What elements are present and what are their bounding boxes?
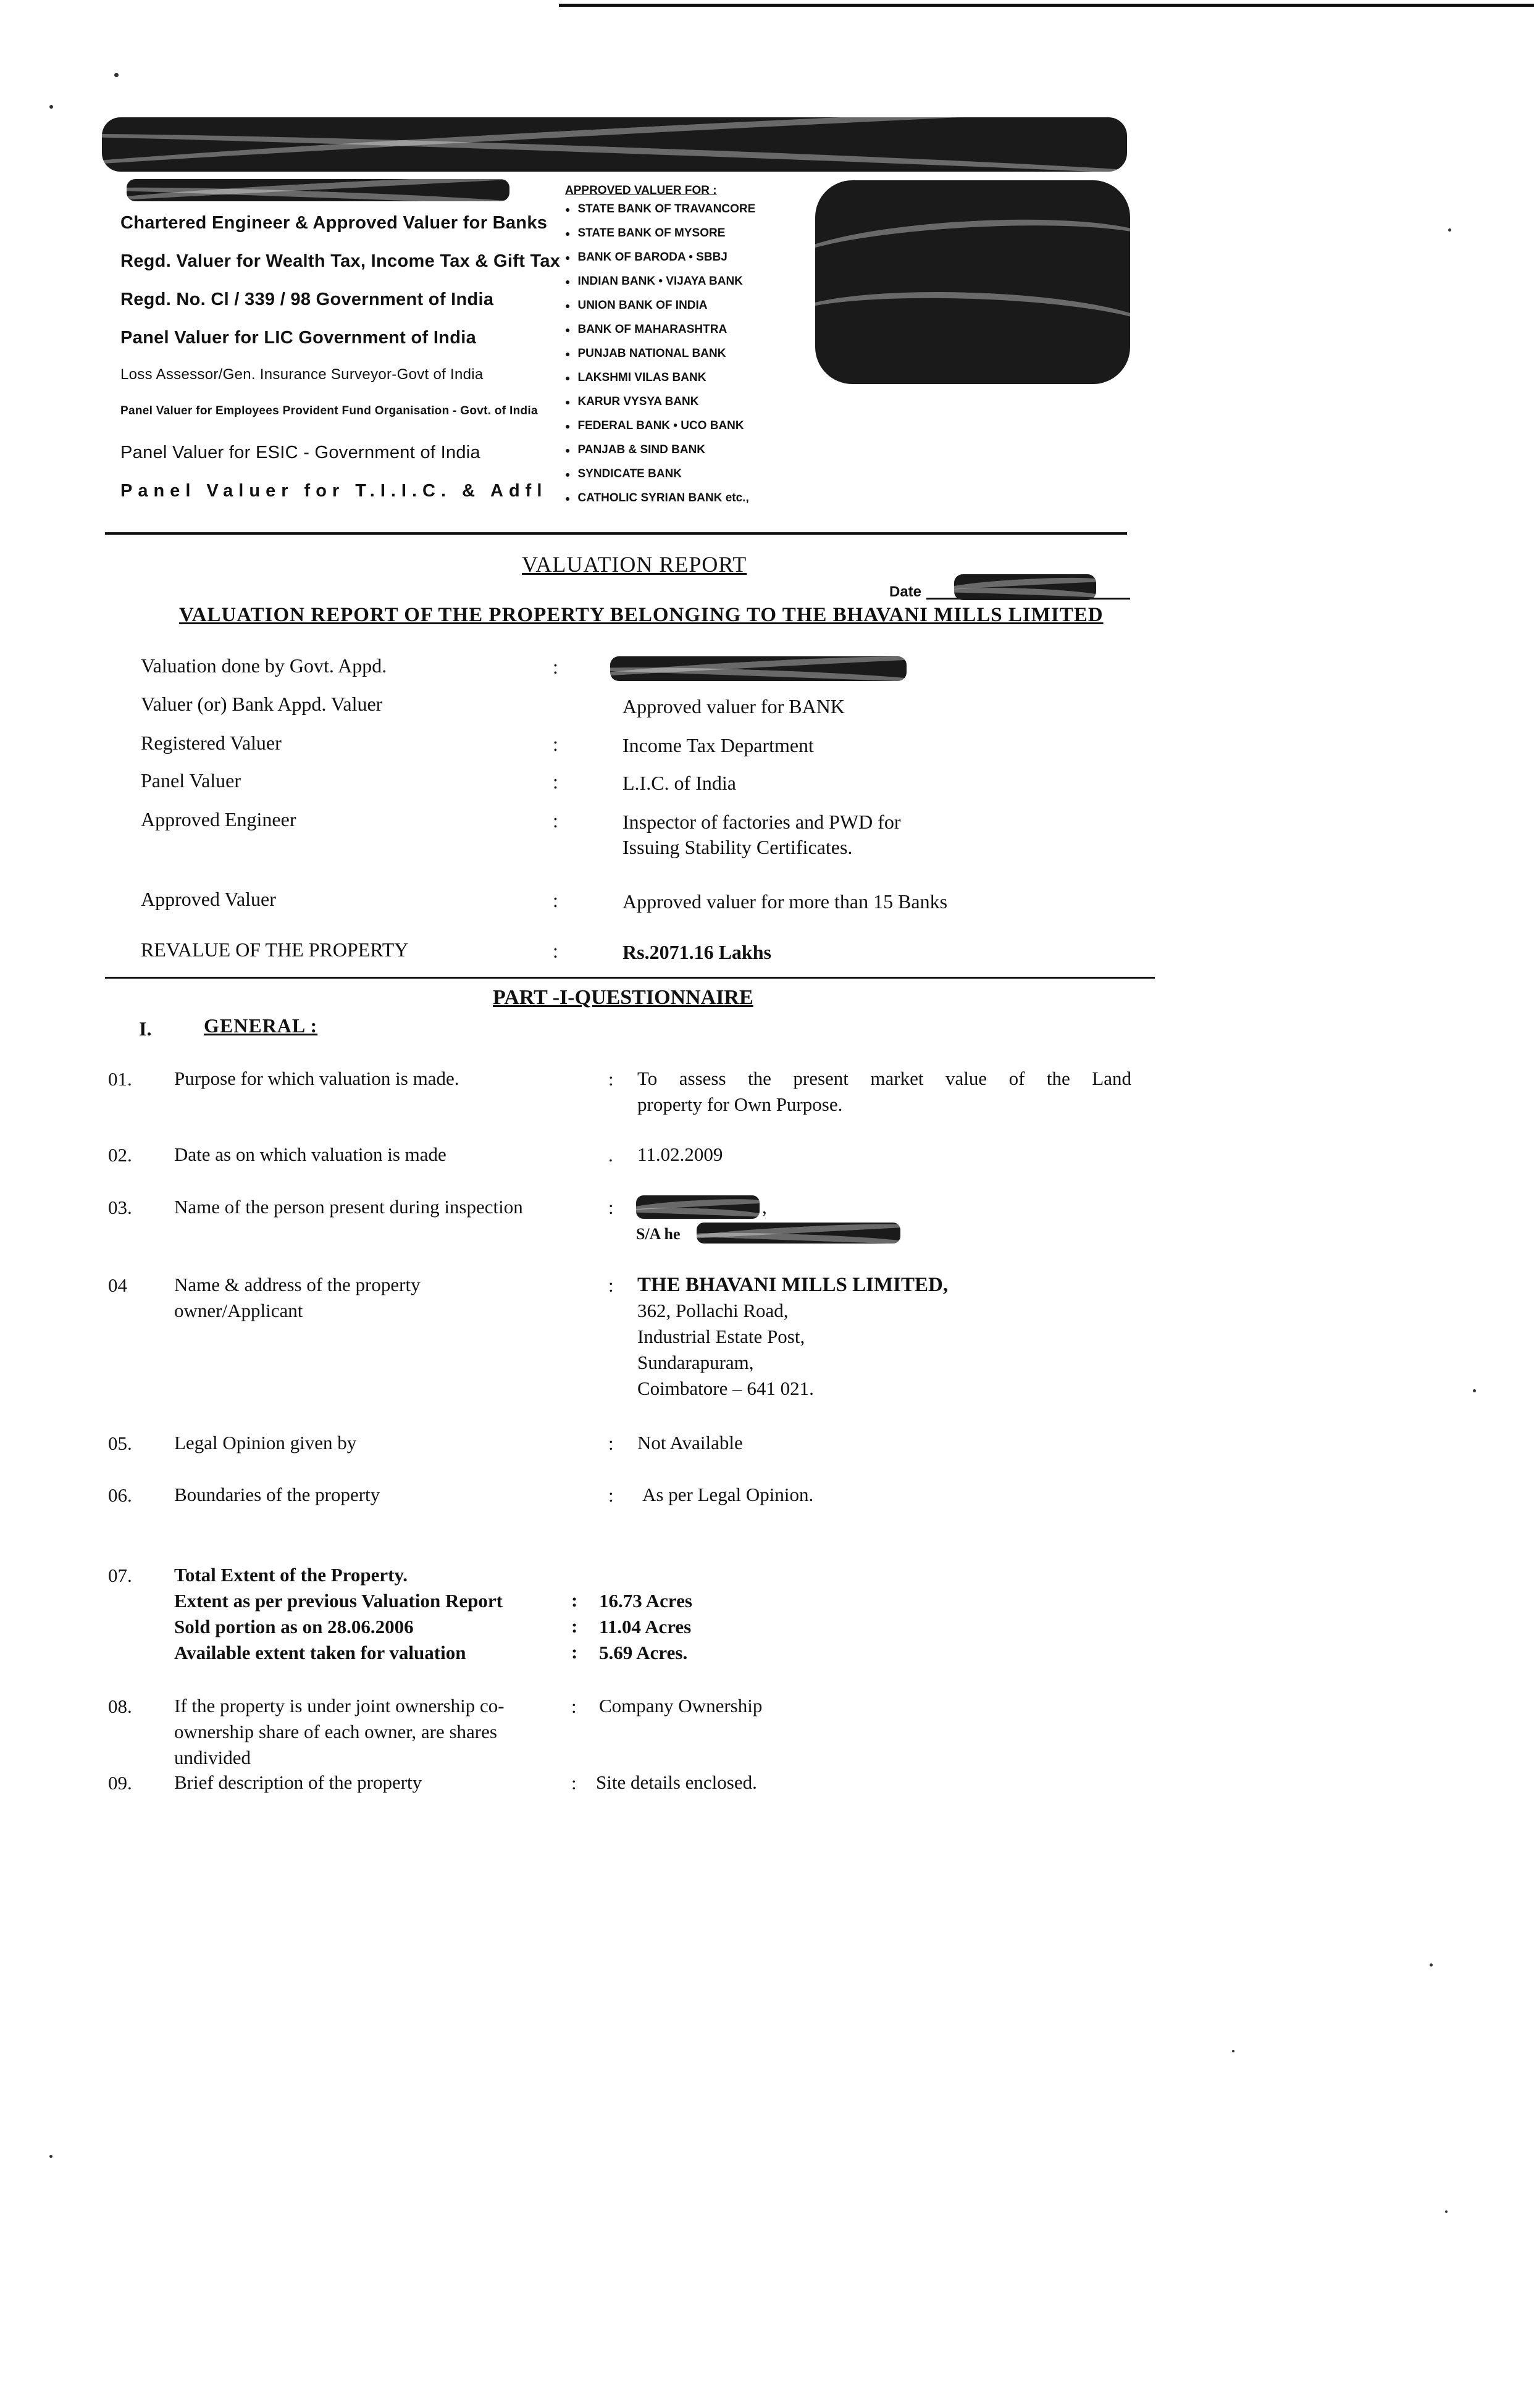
question-number: 08. bbox=[108, 1695, 132, 1717]
bank-item: ● STATE BANK OF TRAVANCORE bbox=[565, 203, 824, 227]
question-colon: : bbox=[571, 1772, 577, 1794]
question-number: 06. bbox=[108, 1484, 132, 1506]
bank-item: ● KARUR VYSYA BANK bbox=[565, 395, 824, 419]
scan-speck bbox=[1430, 1963, 1433, 1967]
question-label-line2: owner/Applicant bbox=[174, 1300, 303, 1321]
valuer-label: REVALUE OF THE PROPERTY bbox=[141, 939, 409, 961]
extent-value: 11.04 Acres bbox=[599, 1616, 692, 1637]
question-label: Boundaries of the property bbox=[174, 1484, 380, 1505]
valuer-label: Valuation done by Govt. Appd. bbox=[141, 654, 387, 677]
redacted-valuer-name bbox=[610, 656, 907, 681]
redacted-person-name bbox=[636, 1195, 760, 1219]
credential-line: Regd. Valuer for Wealth Tax, Income Tax & Gift Tax bbox=[120, 251, 561, 271]
extent-label: Sold portion as on 28.06.2006 bbox=[174, 1616, 414, 1637]
question-answer: Not Available bbox=[637, 1432, 743, 1453]
question-colon: : bbox=[571, 1695, 577, 1717]
revalue-amount: Rs.2071.16 Lakhs bbox=[622, 941, 771, 963]
letterhead-rule bbox=[105, 532, 1127, 535]
scan-speck bbox=[1445, 2210, 1448, 2213]
redacted-person-relation bbox=[697, 1223, 900, 1244]
question-number: 03. bbox=[108, 1197, 132, 1218]
credential-line: Chartered Engineer & Approved Valuer for Banks bbox=[120, 213, 548, 233]
scan-speck bbox=[49, 105, 53, 109]
scan-speck bbox=[1473, 1389, 1476, 1392]
redacted-proprietor-name bbox=[127, 179, 509, 201]
valuer-label: Panel Valuer bbox=[141, 769, 241, 792]
question-label: Legal Opinion given by bbox=[174, 1432, 357, 1453]
question-number: 01. bbox=[108, 1068, 132, 1090]
question-label: If the property is under joint ownership co- bbox=[174, 1695, 505, 1716]
valuer-value: L.I.C. of India bbox=[622, 772, 736, 794]
credential-line: Panel Valuer for ESIC - Government of India bbox=[120, 443, 480, 462]
general-number: I. bbox=[139, 1018, 152, 1040]
scan-speck bbox=[1448, 228, 1451, 232]
valuer-colon: : bbox=[553, 771, 558, 793]
bank-item: ● STATE BANK OF MYSORE bbox=[565, 227, 824, 251]
owner-address-line: Coimbatore – 641 021. bbox=[637, 1377, 814, 1399]
extent-colon: : bbox=[571, 1641, 578, 1663]
owner-address-line: Sundarapuram, bbox=[637, 1352, 754, 1373]
extent-value: 16.73 Acres bbox=[599, 1590, 692, 1612]
credential-line: Panel Valuer for Employees Provident Fund Organisation - Govt. of India bbox=[120, 404, 538, 417]
question-label-line3: undivided bbox=[174, 1747, 251, 1768]
redaction-prefix: S/A he bbox=[636, 1225, 681, 1243]
question-label: Purpose for which valuation is made. bbox=[174, 1068, 459, 1089]
credential-line: Loss Assessor/Gen. Insurance Surveyor-Govt of India bbox=[120, 366, 484, 383]
question-label-line2: ownership share of each owner, are shares bbox=[174, 1721, 497, 1742]
question-colon: : bbox=[608, 1484, 614, 1506]
report-subtitle: VALUATION REPORT OF THE PROPERTY BELONGING TO THE BHAVANI MILLS LIMITED bbox=[179, 604, 1104, 626]
valuer-value: Approved valuer for more than 15 Banks bbox=[622, 890, 948, 913]
top-rule bbox=[559, 4, 1534, 7]
question-colon: : bbox=[608, 1432, 614, 1454]
redaction-trailing-comma: , bbox=[762, 1196, 767, 1218]
question-number: 07. bbox=[108, 1565, 132, 1586]
valuer-colon: : bbox=[553, 940, 558, 962]
letterhead-credentials bbox=[120, 213, 561, 519]
redacted-firm-name bbox=[102, 117, 1127, 172]
question-number: 02. bbox=[108, 1144, 132, 1166]
scan-speck bbox=[1232, 2050, 1234, 2052]
question-label: Name of the person present during inspection bbox=[174, 1196, 523, 1218]
valuer-colon: : bbox=[553, 656, 558, 678]
bank-item: ● LAKSHMI VILAS BANK bbox=[565, 371, 824, 395]
valuer-label: Approved Valuer bbox=[141, 888, 276, 910]
extent-label: Extent as per previous Valuation Report bbox=[174, 1590, 503, 1612]
valuer-colon: : bbox=[553, 889, 558, 911]
question-colon: : bbox=[608, 1197, 614, 1218]
approved-banks-list bbox=[565, 184, 824, 516]
scan-speck bbox=[114, 73, 119, 77]
owner-name: THE BHAVANI MILLS LIMITED, bbox=[637, 1274, 949, 1296]
bank-item: ● CATHOLIC SYRIAN BANK etc., bbox=[565, 491, 824, 516]
question-answer: Site details enclosed. bbox=[596, 1771, 757, 1793]
credential-line: Panel Valuer for LIC Government of India bbox=[120, 328, 476, 348]
part1-title: PART -I-QUESTIONNAIRE bbox=[493, 986, 753, 1009]
redacted-date bbox=[954, 574, 1096, 600]
question-answer: Company Ownership bbox=[599, 1695, 763, 1716]
valuer-value: Income Tax Department bbox=[622, 734, 814, 756]
bank-item: ● FEDERAL BANK • UCO BANK bbox=[565, 419, 824, 443]
valuer-label: Registered Valuer bbox=[141, 732, 282, 754]
extent-colon: : bbox=[571, 1615, 578, 1637]
valuer-colon: : bbox=[553, 733, 558, 755]
question-number: 09. bbox=[108, 1772, 132, 1794]
question-colon: . bbox=[608, 1144, 613, 1166]
valuer-label: Approved Engineer bbox=[141, 808, 296, 830]
report-title: VALUATION REPORT bbox=[522, 552, 747, 577]
question-label: Total Extent of the Property. bbox=[174, 1564, 408, 1586]
approved-valuer-heading: APPROVED VALUER FOR : bbox=[565, 184, 717, 197]
bank-item: ● INDIAN BANK • VIJAYA BANK bbox=[565, 275, 824, 299]
question-label: Name & address of the property bbox=[174, 1274, 421, 1295]
question-label: Date as on which valuation is made bbox=[174, 1143, 446, 1165]
question-label: Brief description of the property bbox=[174, 1771, 422, 1793]
extent-label: Available extent taken for valuation bbox=[174, 1642, 466, 1663]
question-number: 04 bbox=[108, 1274, 127, 1296]
question-answer: To assess the present market value of the Land bbox=[637, 1068, 1131, 1089]
section-rule bbox=[105, 977, 1155, 979]
owner-address-line: 362, Pollachi Road, bbox=[637, 1300, 789, 1321]
redacted-contact-block bbox=[815, 180, 1130, 384]
question-answer: As per Legal Opinion. bbox=[642, 1484, 814, 1505]
valuer-label: Valuer (or) Bank Appd. Valuer bbox=[141, 693, 383, 715]
valuer-value: Inspector of factories and PWD for bbox=[622, 811, 901, 833]
date-label: Date bbox=[889, 583, 922, 600]
question-answer-line2: property for Own Purpose. bbox=[637, 1093, 843, 1115]
bank-item: ● BANK OF MAHARASHTRA bbox=[565, 323, 824, 347]
question-colon: : bbox=[608, 1274, 614, 1296]
bank-item: ● BANK OF BARODA • SBBJ bbox=[565, 251, 824, 275]
bank-item: ● PANJAB & SIND BANK bbox=[565, 443, 824, 467]
general-heading: GENERAL : bbox=[204, 1014, 318, 1037]
bank-item: ● UNION BANK OF INDIA bbox=[565, 299, 824, 323]
scan-speck bbox=[49, 2155, 52, 2158]
valuer-value-line2: Issuing Stability Certificates. bbox=[622, 836, 853, 858]
valuer-colon: : bbox=[553, 809, 558, 832]
bank-item: ● SYNDICATE BANK bbox=[565, 467, 824, 491]
question-number: 05. bbox=[108, 1432, 132, 1454]
credential-line: Regd. No. Cl / 339 / 98 Government of India bbox=[120, 290, 494, 309]
valuer-value: Approved valuer for BANK bbox=[622, 695, 845, 717]
bank-item: ● PUNJAB NATIONAL BANK bbox=[565, 347, 824, 371]
credential-line: Panel Valuer for T.I.I.C. & Adfl bbox=[120, 481, 548, 501]
question-answer: 11.02.2009 bbox=[637, 1143, 723, 1165]
extent-value: 5.69 Acres. bbox=[599, 1642, 688, 1663]
owner-address-line: Industrial Estate Post, bbox=[637, 1326, 805, 1347]
question-colon: : bbox=[608, 1068, 614, 1090]
extent-colon: : bbox=[571, 1589, 578, 1611]
